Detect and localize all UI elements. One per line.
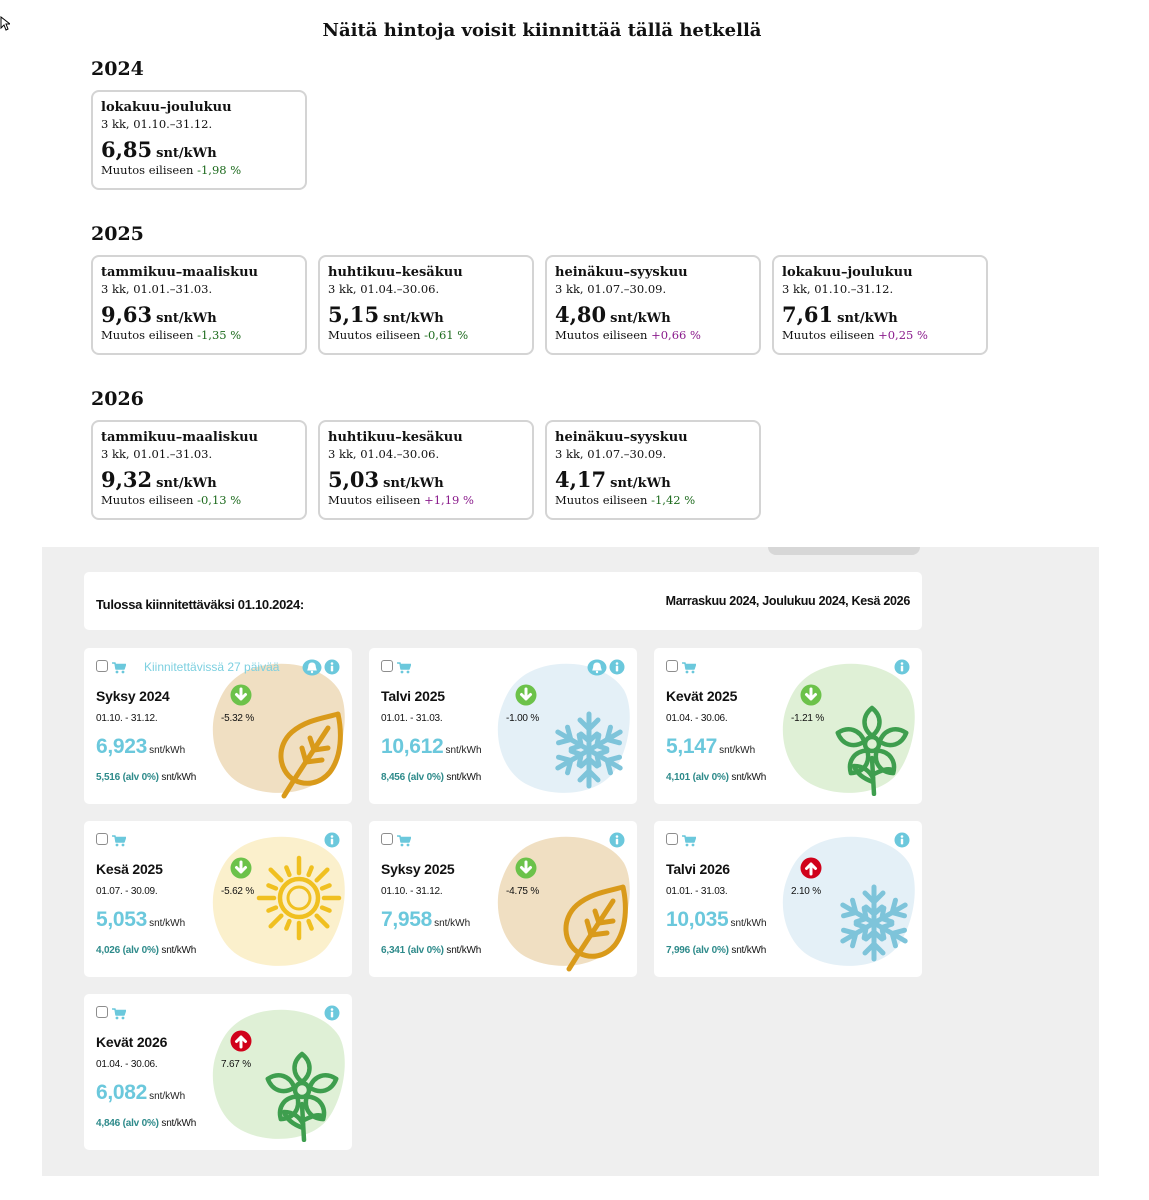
net-price: [381, 772, 481, 783]
price-value: 10,612: [381, 735, 444, 758]
panel-handle[interactable]: [768, 547, 920, 555]
price-period-card[interactable]: [545, 420, 761, 520]
price-change: [782, 328, 978, 342]
net-price-unit: snt/kWh: [161, 1118, 197, 1129]
price-value: 9,63: [101, 302, 153, 327]
season-dates: 01.01. - 31.03.: [381, 713, 443, 724]
season-price: [381, 735, 482, 759]
leaf-icon: [270, 710, 346, 804]
period-name: huhtikuu–kesäkuu: [328, 265, 463, 280]
change-value: +0,25 %: [878, 328, 928, 342]
season-product-card[interactable]: [84, 648, 352, 804]
select-checkbox[interactable]: [381, 660, 393, 672]
net-price-value: 5,516 (alv 0%): [96, 772, 159, 783]
net-price: [666, 945, 766, 956]
season-change: 2.10 %: [791, 886, 821, 897]
period-dates: 3 kk, 01.10.–31.12.: [101, 117, 213, 131]
sun-icon: [256, 855, 342, 946]
price-value: 9,32: [101, 467, 153, 492]
arrow-down-icon: [230, 684, 252, 711]
change-label: Muutos eiliseen: [101, 493, 194, 507]
season-product-card[interactable]: [84, 821, 352, 977]
info-icon[interactable]: [324, 832, 340, 853]
net-price-unit: snt/kWh: [446, 772, 482, 783]
season-product-card[interactable]: [654, 648, 922, 804]
net-price-value: 4,101 (alv 0%): [666, 772, 729, 783]
cart-icon[interactable]: [112, 1007, 126, 1025]
price-value: 5,053: [96, 908, 148, 931]
price-unit: snt/kWh: [434, 918, 471, 929]
period-dates: 3 kk, 01.01.–31.03.: [101, 282, 213, 296]
period-dates: 3 kk, 01.07.–30.09.: [555, 447, 667, 461]
net-price-value: 4,846 (alv 0%): [96, 1118, 159, 1129]
change-label: Muutos eiliseen: [782, 328, 875, 342]
cart-icon[interactable]: [397, 834, 411, 852]
change-value: -1,35 %: [197, 328, 242, 342]
change-value: +1,19 %: [424, 493, 474, 507]
season-price: [381, 908, 470, 932]
info-icon[interactable]: [609, 832, 625, 853]
lock-period-info: Kiinnitettävissä 27 päivää: [144, 660, 280, 674]
price-period-card[interactable]: [318, 255, 534, 355]
season-price: [666, 908, 767, 932]
price-change: [101, 163, 297, 177]
season-name: Kevät 2026: [96, 1034, 168, 1050]
period-name: heinäkuu–syyskuu: [555, 265, 688, 280]
change-value: -1,42 %: [651, 493, 696, 507]
snowflake-icon: [838, 883, 910, 968]
change-value: -0,13 %: [197, 493, 242, 507]
price-period-card[interactable]: [318, 420, 534, 520]
period-price: [101, 137, 297, 163]
price-period-card[interactable]: [91, 90, 307, 190]
period-dates: 3 kk, 01.04.–30.06.: [328, 447, 440, 461]
upcoming-periods: Marraskuu 2024, Joulukuu 2024, Kesä 2026: [665, 594, 910, 608]
season-price: [96, 735, 185, 759]
price-period-card[interactable]: [91, 420, 307, 520]
cart-icon[interactable]: [682, 661, 696, 679]
price-change: [328, 493, 524, 507]
season-name: Kevät 2025: [666, 688, 738, 704]
change-label: Muutos eiliseen: [328, 493, 421, 507]
season-dates: 01.01. - 31.03.: [666, 886, 728, 897]
select-checkbox[interactable]: [666, 660, 678, 672]
period-price: [101, 467, 297, 493]
price-unit: snt/kWh: [156, 476, 217, 491]
season-price: [666, 735, 755, 759]
price-unit: snt/kWh: [383, 476, 444, 491]
year-heading: 2024: [91, 58, 144, 80]
price-unit: snt/kWh: [149, 1091, 186, 1102]
change-value: -1,98 %: [197, 163, 242, 177]
price-unit: snt/kWh: [730, 918, 767, 929]
cart-icon[interactable]: [397, 661, 411, 679]
season-name: Talvi 2025: [381, 688, 445, 704]
season-change: -5.32 %: [221, 713, 255, 724]
period-name: heinäkuu–syyskuu: [555, 430, 688, 445]
season-price: [96, 908, 185, 932]
price-value: 10,035: [666, 908, 729, 931]
period-price: [101, 302, 297, 328]
info-icon[interactable]: [894, 659, 910, 680]
price-value: 6,082: [96, 1081, 148, 1104]
arrow-down-icon: [515, 684, 537, 711]
price-unit: snt/kWh: [383, 311, 444, 326]
info-icon[interactable]: [894, 832, 910, 853]
season-change: -5.62 %: [221, 886, 255, 897]
net-price-value: 8,456 (alv 0%): [381, 772, 444, 783]
price-unit: snt/kWh: [149, 745, 186, 756]
season-name: Talvi 2026: [666, 861, 730, 877]
bell-icon[interactable]: [587, 659, 607, 681]
season-dates: 01.07. - 30.09.: [96, 886, 158, 897]
price-unit: snt/kWh: [610, 311, 671, 326]
change-value: +0,66 %: [651, 328, 701, 342]
net-price-value: 6,341 (alv 0%): [381, 945, 444, 956]
net-price-value: 4,026 (alv 0%): [96, 945, 159, 956]
price-change: [555, 493, 751, 507]
period-name: lokakuu–joulukuu: [782, 265, 913, 280]
price-value: 5,15: [328, 302, 380, 327]
net-price: [96, 772, 196, 783]
info-icon[interactable]: [324, 659, 340, 680]
bell-icon[interactable]: [302, 659, 322, 681]
net-price-value: 7,996 (alv 0%): [666, 945, 729, 956]
period-dates: 3 kk, 01.01.–31.03.: [101, 447, 213, 461]
net-price: [96, 945, 196, 956]
price-unit: snt/kWh: [719, 745, 756, 756]
arrow-up-icon: [230, 1030, 252, 1057]
period-name: huhtikuu–kesäkuu: [328, 430, 463, 445]
net-price: [381, 945, 481, 956]
upcoming-info-bar: [84, 572, 922, 630]
year-heading: 2025: [91, 223, 144, 245]
price-change: [328, 328, 524, 342]
season-product-card[interactable]: [654, 821, 922, 977]
period-name: tammikuu–maaliskuu: [101, 430, 258, 445]
period-price: [328, 302, 524, 328]
select-checkbox[interactable]: [96, 833, 108, 845]
change-label: Muutos eiliseen: [101, 328, 194, 342]
net-price-unit: snt/kWh: [731, 945, 767, 956]
arrow-down-icon: [230, 857, 252, 884]
season-price: [96, 1081, 185, 1105]
season-products-panel: [42, 547, 1099, 1176]
period-dates: 3 kk, 01.07.–30.09.: [555, 282, 667, 296]
select-checkbox[interactable]: [96, 1006, 108, 1018]
season-product-card[interactable]: [369, 821, 637, 977]
price-unit: snt/kWh: [156, 146, 217, 161]
price-unit: snt/kWh: [837, 311, 898, 326]
net-price-unit: snt/kWh: [446, 945, 482, 956]
price-period-card[interactable]: [772, 255, 988, 355]
leaf-icon: [555, 883, 631, 977]
upcoming-label: Tulossa kiinnitettäväksi 01.10.2024:: [96, 597, 304, 612]
period-dates: 3 kk, 01.10.–31.12.: [782, 282, 894, 296]
period-name: lokakuu–joulukuu: [101, 100, 232, 115]
arrow-down-icon: [515, 857, 537, 884]
snowflake-icon: [553, 710, 625, 795]
price-value: 7,958: [381, 908, 433, 931]
net-price-unit: snt/kWh: [731, 772, 767, 783]
price-change: [555, 328, 751, 342]
change-label: Muutos eiliseen: [328, 328, 421, 342]
net-price: [666, 772, 766, 783]
season-change: -1.00 %: [506, 713, 540, 724]
price-value: 6,85: [101, 137, 153, 162]
flower-icon: [264, 1050, 340, 1147]
change-label: Muutos eiliseen: [101, 163, 194, 177]
period-price: [328, 467, 524, 493]
net-price-unit: snt/kWh: [161, 772, 197, 783]
price-value: 5,147: [666, 735, 718, 758]
season-name: Kesä 2025: [96, 861, 163, 877]
period-dates: 3 kk, 01.04.–30.06.: [328, 282, 440, 296]
season-dates: 01.10. - 31.12.: [96, 713, 158, 724]
cart-icon[interactable]: [112, 661, 126, 679]
price-unit: snt/kWh: [610, 476, 671, 491]
info-icon[interactable]: [324, 1005, 340, 1026]
page-title: Näitä hintoja voisit kiinnittää tällä hetkellä: [322, 20, 762, 41]
net-price: [96, 1118, 196, 1129]
arrow-down-icon: [800, 684, 822, 711]
change-label: Muutos eiliseen: [555, 328, 648, 342]
season-product-card[interactable]: [369, 648, 637, 804]
select-checkbox[interactable]: [96, 660, 108, 672]
cart-icon[interactable]: [112, 834, 126, 852]
price-unit: snt/kWh: [445, 745, 482, 756]
price-value: 4,80: [555, 302, 607, 327]
price-period-card[interactable]: [91, 255, 307, 355]
price-period-card[interactable]: [545, 255, 761, 355]
select-checkbox[interactable]: [666, 833, 678, 845]
flower-icon: [834, 704, 910, 801]
net-price-unit: snt/kWh: [161, 945, 197, 956]
season-name: Syksy 2025: [381, 861, 455, 877]
select-checkbox[interactable]: [381, 833, 393, 845]
year-heading: 2026: [91, 388, 144, 410]
season-change: 7.67 %: [221, 1059, 251, 1070]
price-change: [101, 328, 297, 342]
arrow-up-icon: [800, 857, 822, 884]
season-name: Syksy 2024: [96, 688, 170, 704]
period-price: [555, 467, 751, 493]
price-value: 7,61: [782, 302, 834, 327]
season-change: -1.21 %: [791, 713, 825, 724]
period-name: tammikuu–maaliskuu: [101, 265, 258, 280]
info-icon[interactable]: [609, 659, 625, 680]
period-price: [555, 302, 751, 328]
period-price: [782, 302, 978, 328]
price-value: 4,17: [555, 467, 607, 492]
price-value: 6,923: [96, 735, 148, 758]
season-dates: 01.10. - 31.12.: [381, 886, 443, 897]
price-unit: snt/kWh: [149, 918, 186, 929]
change-label: Muutos eiliseen: [555, 493, 648, 507]
change-value: -0,61 %: [424, 328, 469, 342]
price-value: 5,03: [328, 467, 380, 492]
season-change: -4.75 %: [506, 886, 540, 897]
cart-icon[interactable]: [682, 834, 696, 852]
price-change: [101, 493, 297, 507]
price-unit: snt/kWh: [156, 311, 217, 326]
season-dates: 01.04. - 30.06.: [96, 1059, 158, 1070]
season-dates: 01.04. - 30.06.: [666, 713, 728, 724]
season-product-card[interactable]: [84, 994, 352, 1150]
